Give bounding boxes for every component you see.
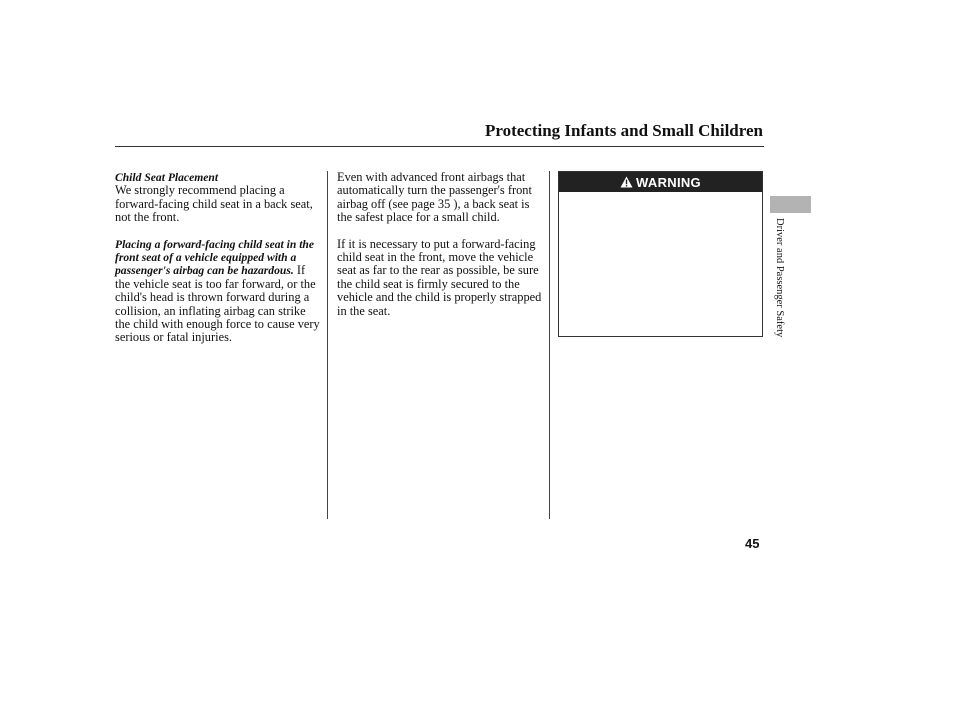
paragraph-text: If it is necessary to put a forward-facing child seat in the front, move the vehicle seat as far to the rear as possible, be sure the child seat is firmly secured to the vehicle and the child is properly strapped in the seat. — [337, 236, 542, 318]
paragraph-text: Even with advanced front airbags that automatically turn the passenger's front airbag off (see page 35 ), a back seat is the safest place for a small child. — [337, 170, 532, 225]
hazard-lead-text: Placing a forward-facing child seat in the front seat of a vehicle equipped with a passenger's airbag can be hazardous. — [115, 237, 315, 278]
body-paragraph — [115, 184, 321, 224]
paragraph-text: If the vehicle seat is too far forward, or the child's head is thrown forward during a collision, an inflating airbag can strike the child with enough force to cause very serious or fatal injuries. — [115, 263, 320, 345]
warning-box — [558, 171, 763, 337]
warning-label: WARNING — [636, 174, 701, 190]
warning-header — [559, 172, 762, 192]
section-tab-marker — [770, 196, 811, 213]
page-number: 45 — [745, 536, 760, 551]
section-subheading: Child Seat Placement — [115, 171, 219, 184]
page-title: Protecting Infants and Small Children — [484, 121, 763, 140]
section-side-label: Driver and Passenger Safety — [774, 218, 785, 338]
body-paragraph-hazard — [115, 238, 321, 345]
body-paragraph — [337, 238, 543, 318]
text-column-middle — [337, 171, 543, 331]
column-divider — [549, 171, 550, 519]
body-paragraph — [337, 171, 543, 225]
text-column-left — [115, 171, 321, 358]
title-divider — [115, 146, 764, 147]
warning-triangle-icon — [620, 176, 633, 188]
column-divider — [327, 171, 328, 519]
paragraph-text: We strongly recommend placing a forward-facing child seat in a back seat, not the front. — [115, 183, 313, 225]
